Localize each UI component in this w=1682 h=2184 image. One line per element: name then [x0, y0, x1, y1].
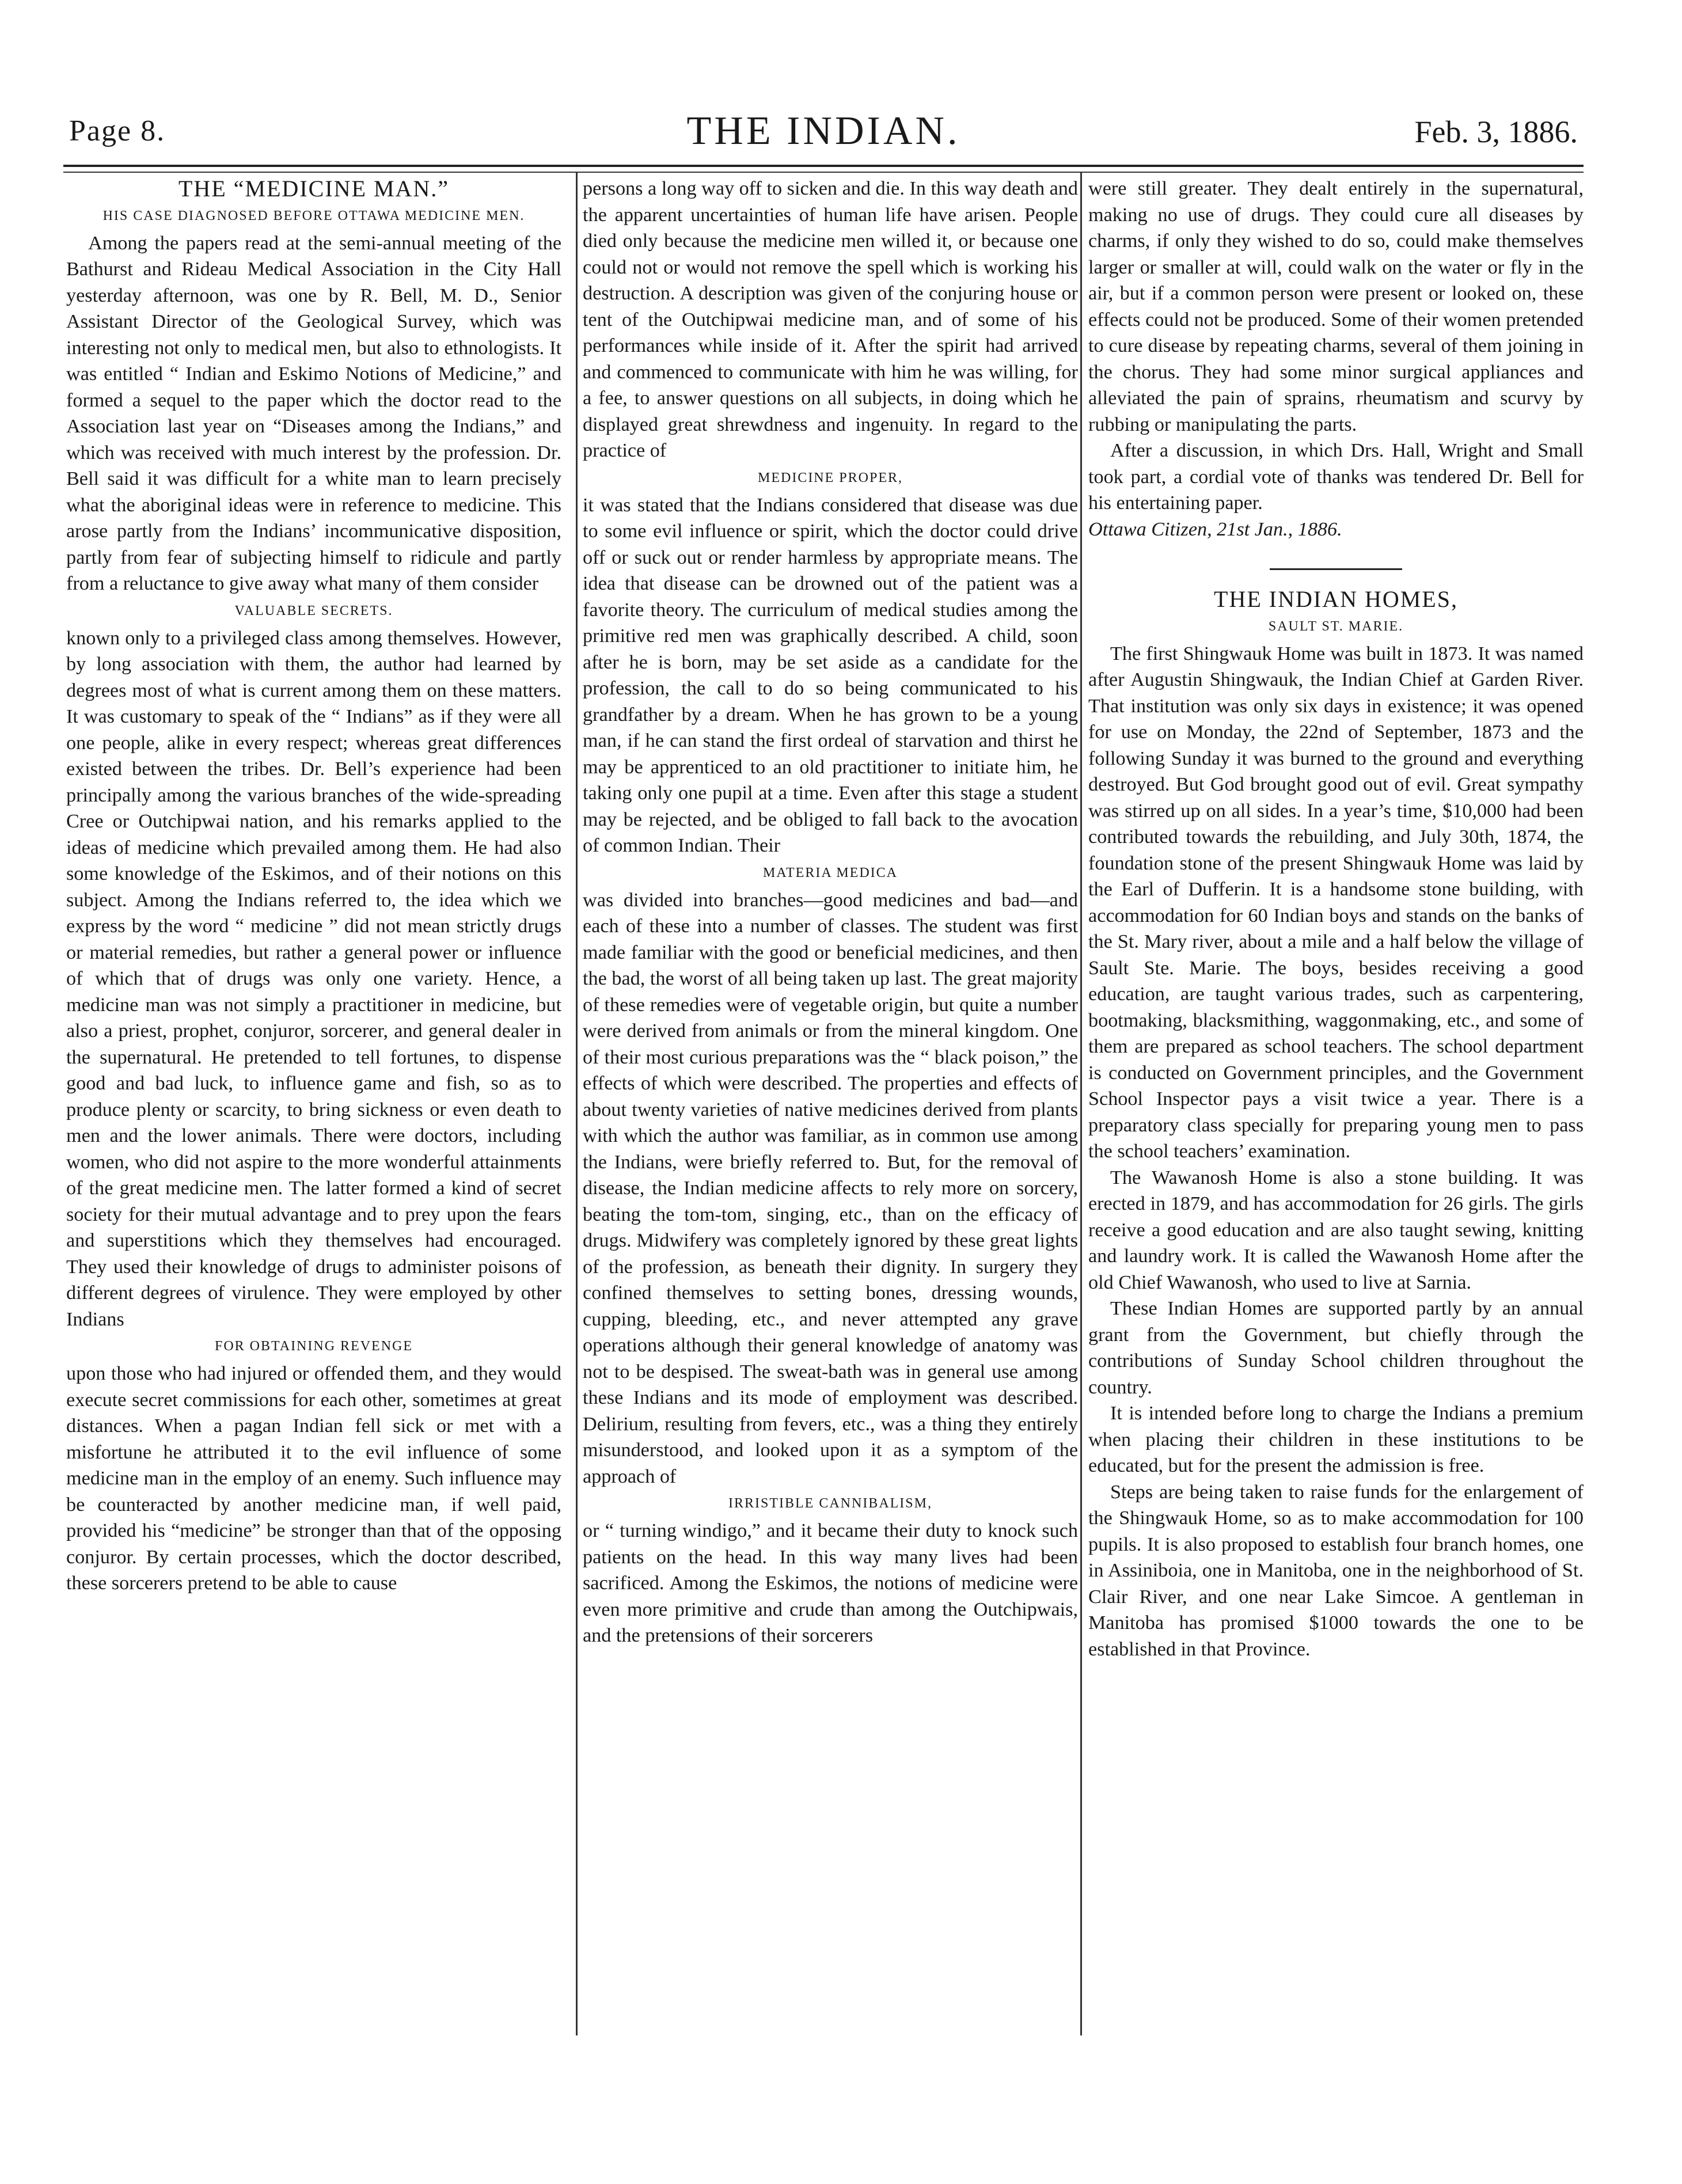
paragraph: Among the papers read at the semi-annual meeting of the Bathurst and Rideau Medical Association in the City Hall yesterday afternoon, was one by R. Bell, M. D., Senior Assistant Director of the Geological Survey, which was interesting not only to medical men, but also to ethnologists. It was entitled “ Indian and Eskimo Notions of Medicine,” and formed a sequel to the paper which the doctor read to the Association last year on “Diseases among the Indians,” and which was received with much interest by the profession. Dr. Bell said it was difficult for a white man to learn precisely what the aboriginal ideas were in reference to medicine. This arose partly from the Indians’ incommunicative disposition, partly from fear of subjecting himself to ridicule and partly from a reluctance to give away what many of them consider [66, 232, 561, 594]
paragraph: After a discussion, in which Drs. Hall, Wright and Small took part, a cordial vote of thanks was tendered Dr. Bell for his entertaining paper. [1088, 440, 1584, 514]
paragraph: upon those who had injured or offended them, and they would execute secret commissions for each other, sometimes at great distances. When a pagan Indian fell sick or met with a misfortune he attributed it to the evil influence of some medicine man in the employ of an enemy. Such influence may be counteracted by another medicine man, if well paid, provided his “medicine” be stronger than that of the opposing conjuror. By certain processes, which the doctor described, these sorcerers pretend to be able to cause [66, 1363, 561, 1594]
article-subtitle: HIS CASE DIAGNOSED BEFORE OTTAWA MEDICINE MEN. [102, 208, 525, 223]
masthead-rule [63, 165, 1584, 167]
paragraph: It is intended before long to charge the Indians a premium when placing their children in these institutions to be educated, but for the present the admission is free. [1088, 1403, 1584, 1476]
column-divider [1080, 173, 1082, 2035]
paragraph: known only to a privileged class among themselves. However, by long association with them, the author had learned by degrees most of what is current among them on these matters. It was customary to speak of the “ Indians” as if they were all one people, alike in every respect; whereas great differences existed between the tribes. Dr. Bell’s experience had been principally among the various branches of the wide-spreading Cree or Outchipwai nation, and his remarks applied to the ideas of medicine which prevailed among them. He had also some knowledge of the Eskimos, and of their notions on this subject. Among the Indians referred to, the idea which we express by the word “ medicine ” did not mean strictly drugs or material remedies, but rather a general power or influence of which that of drugs was only one variety. Hence, a medicine man was not simply a practitioner in medicine, but also a priest, prophet, conjuror, sorcerer, and general dealer in the supernatural. He pretended to tell fortunes, to dispense good and bad luck, to influence game and fish, so as to produce plenty or scarcity, to bring sickness or even death to men and the lower animals. There were doctors, including women, who did not aspire to the more wonderful attainments of the great medicine men. The latter formed a kind of secret society for their mutual advantage and to prey upon the fears and superstitions which they themselves had encouraged. They used their knowledge of drugs to administer poisons of different degrees of virulence. They were employed by other Indians [66, 627, 561, 1330]
source-credit: Ottawa Citizen, 21st Jan., 1886. [1088, 518, 1342, 540]
article-title: THE INDIAN HOMES, [1214, 586, 1458, 612]
article-subtitle: SAULT ST. MARIE. [1268, 618, 1404, 634]
page-number: Page 8. [69, 115, 166, 147]
column-2 [583, 176, 1078, 1649]
column-1 [66, 176, 561, 1597]
paragraph: These Indian Homes are supported partly by an annual grant from the Government, but chiefly through the contributions of Sunday School children throughout the country. [1088, 1298, 1584, 1398]
paragraph: The first Shingwauk Home was built in 1873. It was named after Augustin Shingwauk, the Indian Chief at Garden River. That institution was only six days in existence; it was opened for use on Monday, the 22nd of September, 1873 and the following Sunday it was burned to the ground and everything destroyed. But God brought good out of evil. Great sympathy was stirred up on all sides. In a year’s time, $10,000 had been contributed towards the rebuilding, and July 30th, 1874, the foundation stone of the present Shingwauk Home was laid by the Earl of Dufferin. It is a handsome stone building, with accommodation for 60 Indian boys and stands on the banks of the St. Mary river, about a mile and a half below the village of Sault Ste. Marie. The boys, besides receiving a good education, are taught various trades, such as carpentering, bootmaking, blacksmithing, waggonmaking, etc., and some of them are prepared as school teachers. The school department is conducted on Government principles, and the Government School Inspector pays a visit twice a year. There is a preparatory class specially for preparing young men to pass the school teachers’ examination. [1088, 643, 1584, 1162]
paragraph: was divided into branches—good medicines and bad—and each of these into a number of classes. The student was first made familiar with the good or beneficial medicines, and then the bad, the worst of all being taken up last. The great majority of these remedies were of vegetable origin, but quite a number were derived from animals or from the mineral kingdom. One of their most curious preparations was the “ black poison,” the effects of which were described. The properties and effects of about twenty varieties of native medicines derived from plants with which the author was familiar, as in common use among the Indians, were briefly referred to. But, for the removal of disease, the Indian medicine affects to rely more on sorcery, beating the tom-tom, singing, etc., than on the efficacy of drugs. Midwifery was completely ignored by these great lights of the profession, as beneath their dignity. In surgery they confined themselves to setting bones, dressing wounds, cupping, bleeding, etc., and never attempted any grave operations although their general knowledge of anatomy was not to be despised. The sweat-bath was in general use among these Indians and its mode of employment was described. Delirium, resulting from fevers, etc., was a thing they entirely misunderstood, and looked upon it as a symptom of the approach of [583, 889, 1078, 1487]
paragraph: were still greater. They dealt entirely in the supernatural, making no use of drugs. They could cure all diseases by charms, if only they wished to do so, could make themselves larger or smaller at will, could walk on the water or fly in the air, but if a common person were present or looked on, these effects could not be produced. Some of their women pretended to cure disease by repeating charms, several of them joining in the chorus. They had some minor surgical appliances and alleviated the pain of sprains, rheumatism and scurvy by rubbing or manipulating the parts. [1088, 178, 1584, 435]
masthead-rule-thin [63, 172, 1584, 173]
paragraph: Steps are being taken to raise funds for the enlargement of the Shingwauk Home, so as to make accommodation for 100 pupils. It is also proposed to establish four branch homes, one in Assiniboia, one in Manitoba, one in the neighborhood of St. Clair River, and one near Lake Simcoe. A gentleman in Manitoba has promised $1000 towards the one to be established in that Province. [1088, 1481, 1584, 1660]
column-divider [576, 173, 578, 2035]
section-heading: VALUABLE SECRETS. [234, 603, 393, 618]
paragraph: persons a long way off to sicken and die. In this way death and the apparent uncertainties of human life have arisen. People died only because the medicine men willed it, or because one could not or would not remove the spell which is working his destruction. A description was given of the conjuring house or tent of the Outchipwai medicine man, and of some of his performances while inside of it. After the spirit had arrived and commenced to communicate with him he was willing, for a fee, to answer questions on all subjects, in doing which he displayed great shrewdness and ingenuity. In regard to the practice of [583, 178, 1078, 461]
section-heading: MEDICINE PROPER, [757, 470, 903, 485]
issue-date: Feb. 3, 1886. [1414, 115, 1578, 149]
newspaper-title: THE INDIAN. [686, 109, 960, 153]
masthead [69, 108, 1578, 166]
paragraph: it was stated that the Indians considered that disease was due to some evil influence or spirit, which the doctor could drive off or suck out or render harmless by appropriate means. The idea that disease can be drowned out of the patient was a favorite theory. The curriculum of medical studies among the primitive red men was graphically described. A child, soon after he is born, may be set aside as a candidate for the profession, the call to do so being communicated to his grandfather by a dream. When he has grown to be a young man, if he can stand the first ordeal of starvation and thirst he may be apprenticed to an old practitioner to initiate him, he taking only one pupil at a time. Even after this stage a student may be rejected, and be obliged to fall back to the avocation of common Indian. Their [583, 494, 1078, 856]
article-separator [1270, 568, 1402, 570]
paragraph: or “ turning windigo,” and it became their duty to knock such patients on the head. In this way many lives had been sacrificed. Among the Eskimos, the notions of medicine were even more primitive and crude than among the Outchipwais, and the pretensions of their sorcerers [583, 1520, 1078, 1646]
column-3 [1088, 176, 1584, 1662]
section-heading: IRRISTIBLE CANNIBALISM, [728, 1496, 932, 1511]
section-heading: FOR OBTAINING REVENGE [214, 1339, 413, 1354]
article-title: THE “MEDICINE MAN.” [178, 176, 450, 202]
section-heading: MATERIA MEDICA [762, 865, 898, 880]
paragraph: The Wawanosh Home is also a stone building. It was erected in 1879, and has accommodation for 26 girls. The girls receive a good education and are also taught sewing, knitting and laundry work. It is called the Wawanosh Home after the old Chief Wawanosh, who used to live at Sarnia. [1088, 1167, 1584, 1293]
